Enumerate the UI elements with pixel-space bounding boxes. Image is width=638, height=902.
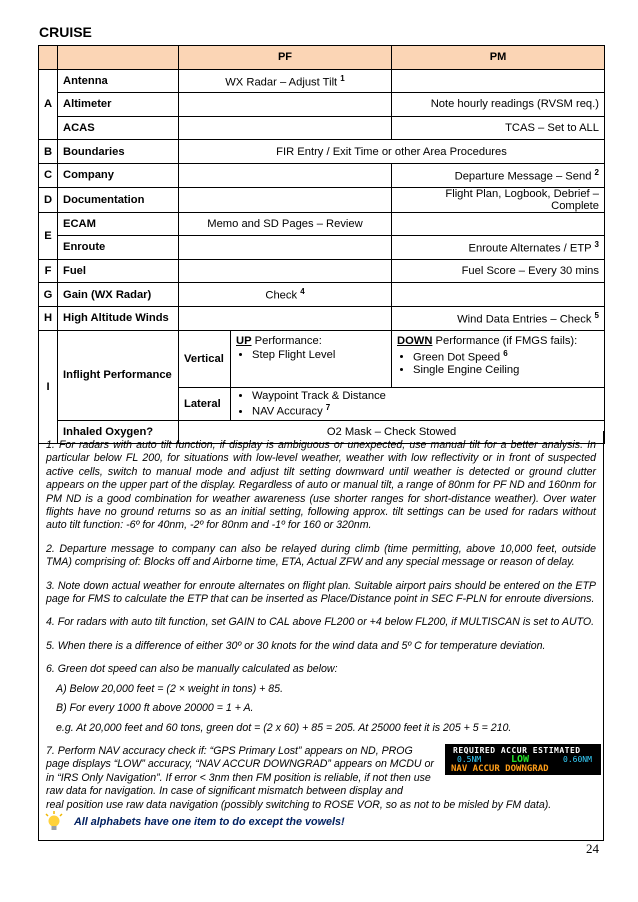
note-1: 1. For radars with auto tilt function, if display is ambiguous or unexpected, use manual tilt for a better analysis. In particular below FL 200, for situations with low-level weather, weather with low reflectivity or in front of suspected active cells, switch to manual mode and adjust tilt setting downward until weather is detected or ground clutter appears on the upper part of the display. Regardless of auto or manual tilt, a range of 80nm for PF ND and 160nm for PM ND is a good combination for weather awareness (use shorter ranges for short-distance weather). Over water flights have no ground returns so as an initial setting, following approx. tilt settings can be used for radars without auto tilt function: -6º for 40nm, -2º for 80nm and -1º for 160 or 320nm. xyxy=(46,439,596,532)
label-vertical: Vertical xyxy=(179,330,231,387)
item-antenna: Antenna xyxy=(58,69,179,93)
pm-documentation: Flight Plan, Logbook, Debrief – Complete xyxy=(392,187,605,212)
pf-ecam: Memo and SD Pages – Review xyxy=(179,212,392,236)
table-row xyxy=(39,187,605,212)
note-7: 7. Perform NAV accuracy check if: “GPS Primary Lost” appears on ND, PROG page displays “LOW” accuracy, “NAV ACCUR DOWNGRAD” appears on MCDU or in “IRS Only Navigation”. If error < 3nm then FM position is reliable, if not then use raw data for navigation. In case of significant mismatch between display and xyxy=(46,744,434,798)
tip-text: All alphabets have one item to do except the vowels! xyxy=(74,816,345,828)
pf-antenna: WX Radar – Adjust Tilt $^1$ xyxy=(179,69,392,93)
header-pm: PM xyxy=(392,46,605,70)
cruise-checklist-table xyxy=(38,45,605,444)
both-boundaries: FIR Entry / Exit Time or other Area Procedures xyxy=(179,140,605,164)
header-pf: PF xyxy=(179,46,392,70)
table-row xyxy=(39,330,605,387)
table-row xyxy=(39,93,605,117)
item-company: Company xyxy=(58,163,179,187)
table-row xyxy=(39,140,605,164)
item-inhaled-oxygen: Inhaled Oxygen? xyxy=(58,420,179,444)
pm-company: Departure Message – Send $^2$ xyxy=(392,163,605,187)
letter-e: E xyxy=(39,212,58,259)
letter-d: D xyxy=(39,187,58,212)
letter-c: C xyxy=(39,163,58,187)
item-acas: ACAS xyxy=(58,116,179,140)
both-oxygen: O2 Mask – Check Stowed xyxy=(179,420,605,444)
list-item: • Waypoint Track & Distance xyxy=(252,390,599,402)
mcdu-header: REQUIRED ACCUR ESTIMATED xyxy=(453,746,581,755)
item-enroute: Enroute xyxy=(58,236,179,260)
letter-f: F xyxy=(39,259,58,283)
list-item: • Step Flight Level xyxy=(252,349,386,361)
note-6c: e.g. At 20,000 feet and 60 tons, green dot = (2 x 60) + 85 = 205. At 25000 feet it is 205 + 5 = 210. xyxy=(56,721,512,734)
mcdu-downgrad: NAV ACCUR DOWNGRAD xyxy=(451,764,549,774)
item-gain: Gain (WX Radar) xyxy=(58,283,179,307)
list-item: • Green Dot Speed $^6$ xyxy=(413,349,599,364)
item-inflight-performance: Inflight Performance xyxy=(58,330,179,420)
item-altimeter: Altimeter xyxy=(58,93,179,117)
mcdu-required: 0.5NM xyxy=(457,755,482,764)
label-lateral: Lateral xyxy=(179,387,231,420)
table-row xyxy=(39,306,605,330)
item-boundaries: Boundaries xyxy=(58,140,179,164)
table-row xyxy=(39,212,605,236)
list-item: • Single Engine Ceiling xyxy=(413,364,599,376)
list-item: • NAV Accuracy $^7$ xyxy=(252,403,599,418)
pm-fuel: Fuel Score – Every 30 mins xyxy=(392,259,605,283)
item-ecam: ECAM xyxy=(58,212,179,236)
note-3: 3. Note down actual weather for enroute alternates on flight plan. Suitable airport pairs should be entered on the ETP page for FMS to calculate the ETP that can be inserted as Place/Distance point in SEC F-PLN for enroute diversions. xyxy=(46,579,596,606)
note-4: 4. For radars with auto tilt function, set GAIN to CAL above FL200 or +4 below FL200, if MULTISCAN is set to AUTO. xyxy=(46,616,595,629)
table-row xyxy=(39,163,605,187)
pm-enroute: Enroute Alternates / ETP $^3$ xyxy=(392,236,605,260)
letter-b: B xyxy=(39,140,58,164)
pf-vertical: UP Performance: • Step Flight Level xyxy=(231,330,392,387)
mcdu-display xyxy=(445,744,601,775)
pf-gain: Check $^4$ xyxy=(179,283,392,307)
pm-altimeter: Note hourly readings (RVSM req.) xyxy=(392,93,605,117)
header-row xyxy=(39,46,605,70)
mcdu-estimated: 0.60NM xyxy=(563,755,592,764)
note-6a: A) Below 20,000 feet = (2 × weight in tons) + 85. xyxy=(56,682,284,695)
letter-i: I xyxy=(39,330,58,444)
note-7-cont: real position use raw data navigation (possibly switching to ROSE VOR, so as not to be misled by FM data). xyxy=(46,798,552,811)
letter-h: H xyxy=(39,306,58,330)
note-2: 2. Departure message to company can also be relayed during climb (time permitting, above 10,000 feet, outside TMA) comprising of: Blocks off and Airborne time, ETA, Actual ZFW and any special message or reason of delay. xyxy=(46,542,596,569)
letter-a: A xyxy=(39,69,58,140)
pm-high-altitude-winds: Wind Data Entries – Check $^5$ xyxy=(392,306,605,330)
item-documentation: Documentation xyxy=(58,187,179,212)
note-5: 5. When there is a difference of either 30º or 30 knots for the wind data and 5º C for temperature deviation. xyxy=(46,639,546,652)
letter-g: G xyxy=(39,283,58,307)
table-row xyxy=(39,116,605,140)
footnotes xyxy=(38,431,604,841)
table-row xyxy=(39,259,605,283)
lightbulb-icon xyxy=(44,811,64,833)
item-high-altitude-winds: High Altitude Winds xyxy=(58,306,179,330)
pf-lateral xyxy=(231,387,605,420)
table-row xyxy=(39,69,605,93)
note-6: 6. Green dot speed can also be manually calculated as below: xyxy=(46,663,338,676)
table-row xyxy=(39,283,605,307)
table-row xyxy=(39,236,605,260)
pm-vertical: DOWN Performance (if FMGS fails): • Green Dot Speed $^6$ • Single Engine Ceiling xyxy=(392,330,605,387)
pm-acas: TCAS – Set to ALL xyxy=(392,116,605,140)
item-fuel: Fuel xyxy=(58,259,179,283)
page-title: CRUISE xyxy=(39,24,92,40)
note-6b: B) For every 1000 ft above 20000 = 1 + A. xyxy=(56,702,254,715)
mcdu-low: LOW xyxy=(511,754,530,765)
page-number: 24 xyxy=(586,841,599,856)
